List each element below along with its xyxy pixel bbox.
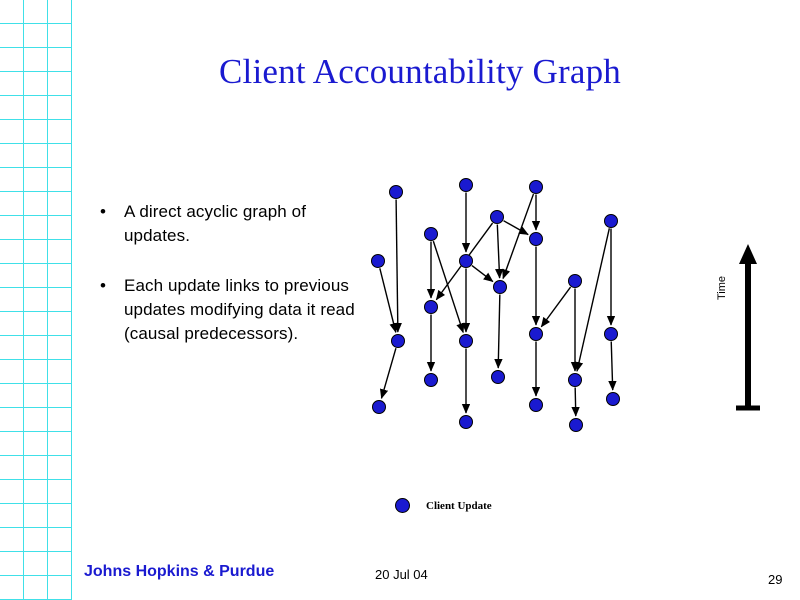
graph-node: [425, 301, 438, 314]
time-axis-arrow-icon: [718, 240, 778, 420]
graph-node: [569, 275, 582, 288]
graph-node: [373, 401, 386, 414]
accountability-graph-diagram: [355, 165, 655, 445]
graph-node: [530, 233, 543, 246]
graph-edge: [504, 221, 529, 235]
graph-node: [569, 374, 582, 387]
graph-node: [372, 255, 385, 268]
graph-edge: [380, 268, 396, 332]
bullet-marker-icon: •: [100, 276, 106, 295]
bullet-marker-icon: •: [100, 202, 106, 221]
graph-edge: [472, 266, 493, 282]
graph-edge: [396, 199, 398, 332]
footer-date: 20 Jul 04: [375, 567, 428, 582]
graph-edge: [433, 241, 463, 332]
graph-node: [607, 393, 620, 406]
decorative-grid-band: [0, 0, 72, 600]
graph-node: [492, 371, 505, 384]
graph-nodes: [372, 179, 620, 432]
page-title: Client Accountability Graph: [219, 52, 621, 91]
graph-node: [605, 215, 618, 228]
graph-node: [530, 399, 543, 412]
graph-node: [425, 374, 438, 387]
graph-node: [460, 335, 473, 348]
graph-node: [530, 181, 543, 194]
list-item: [100, 200, 370, 248]
bullet-text: Each update links to previous updates modifying data it read (causal predecessors).: [124, 276, 355, 343]
graph-node: [460, 255, 473, 268]
graph-edge: [611, 341, 612, 390]
list-item: [100, 274, 370, 346]
graph-node: [392, 335, 405, 348]
graph-node: [390, 186, 403, 199]
graph-node: [570, 419, 583, 432]
time-axis-label: Time: [716, 275, 728, 300]
graph-node: [530, 328, 543, 341]
graph-node: [460, 416, 473, 429]
graph-edge: [503, 194, 533, 278]
graph-node: [425, 228, 438, 241]
graph-edge: [497, 224, 499, 278]
graph-edge: [541, 287, 570, 327]
bullet-text: A direct acyclic graph of updates.: [124, 202, 307, 245]
graph-node: [494, 281, 507, 294]
footer-organization: Johns Hopkins & Purdue: [84, 563, 275, 580]
graph-edge: [381, 348, 395, 398]
legend: [395, 498, 492, 513]
bullet-list: [100, 200, 370, 372]
footer-page-number: 29: [768, 572, 783, 587]
graph-edge: [498, 294, 500, 368]
graph-node: [460, 179, 473, 192]
graph-edge: [577, 228, 609, 371]
graph-node: [605, 328, 618, 341]
graph-node: [491, 211, 504, 224]
legend-node-icon: [395, 498, 410, 513]
legend-label: Client Update: [426, 499, 492, 512]
graph-edge: [575, 387, 576, 416]
